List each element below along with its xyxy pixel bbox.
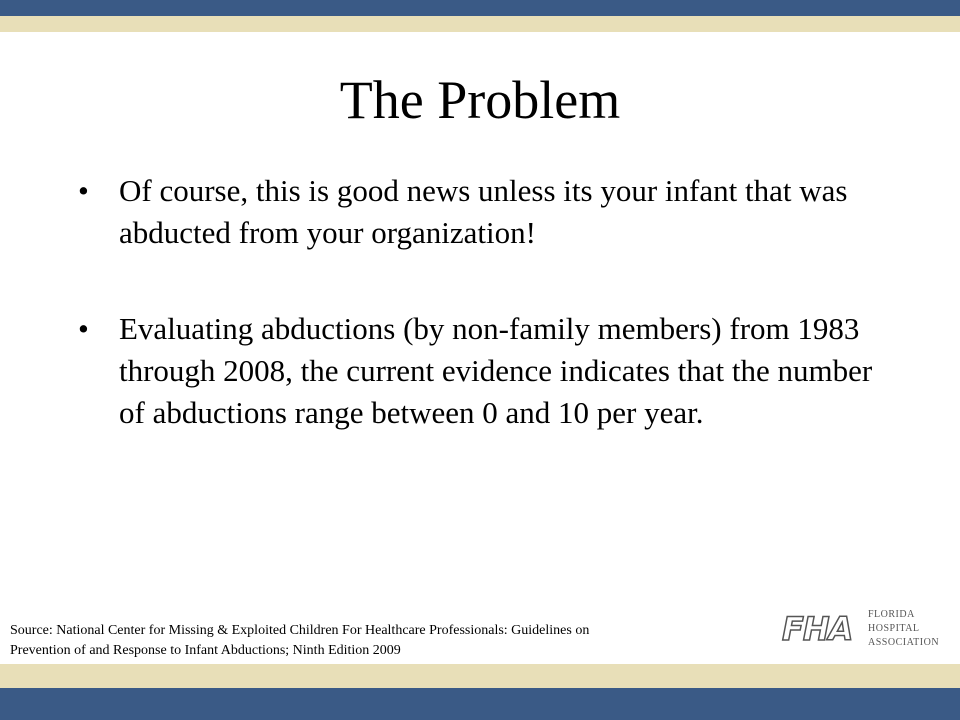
bottom-tan-band bbox=[0, 664, 960, 688]
bullet-dot-icon: • bbox=[78, 173, 89, 208]
bullet-item bbox=[78, 308, 888, 434]
source-line: Source: National Center for Missing & Exploited Children For Healthcare Professionals: Guidelines on bbox=[10, 623, 590, 638]
fha-logo-mark: FHA bbox=[782, 610, 853, 648]
source-citation bbox=[10, 621, 710, 661]
slide-title: The Problem bbox=[339, 70, 621, 130]
bullet-item bbox=[78, 170, 888, 254]
logo-line: FLORIDA bbox=[868, 609, 915, 620]
bottom-blue-band bbox=[0, 688, 960, 720]
source-line: Prevention of and Response to Infant Abductions; Ninth Edition 2009 bbox=[10, 643, 401, 658]
fha-logo-wordmark bbox=[868, 608, 939, 650]
bullet-dot-icon: • bbox=[78, 311, 89, 346]
logo-line: ASSOCIATION bbox=[868, 637, 940, 648]
bullet-text: Evaluating abductions (by non-family members) from 1983 through 2008, the current evidence indicates that the number of abductions range between 0 and 10 per year. bbox=[119, 311, 873, 430]
bullet-text: Of course, this is good news unless its your infant that was abducted from your organization! bbox=[119, 173, 848, 250]
fha-logo bbox=[782, 606, 944, 652]
top-blue-band bbox=[0, 0, 960, 16]
top-tan-band bbox=[0, 16, 960, 32]
bullet-list bbox=[78, 170, 888, 434]
logo-line: HOSPITAL bbox=[868, 623, 920, 634]
